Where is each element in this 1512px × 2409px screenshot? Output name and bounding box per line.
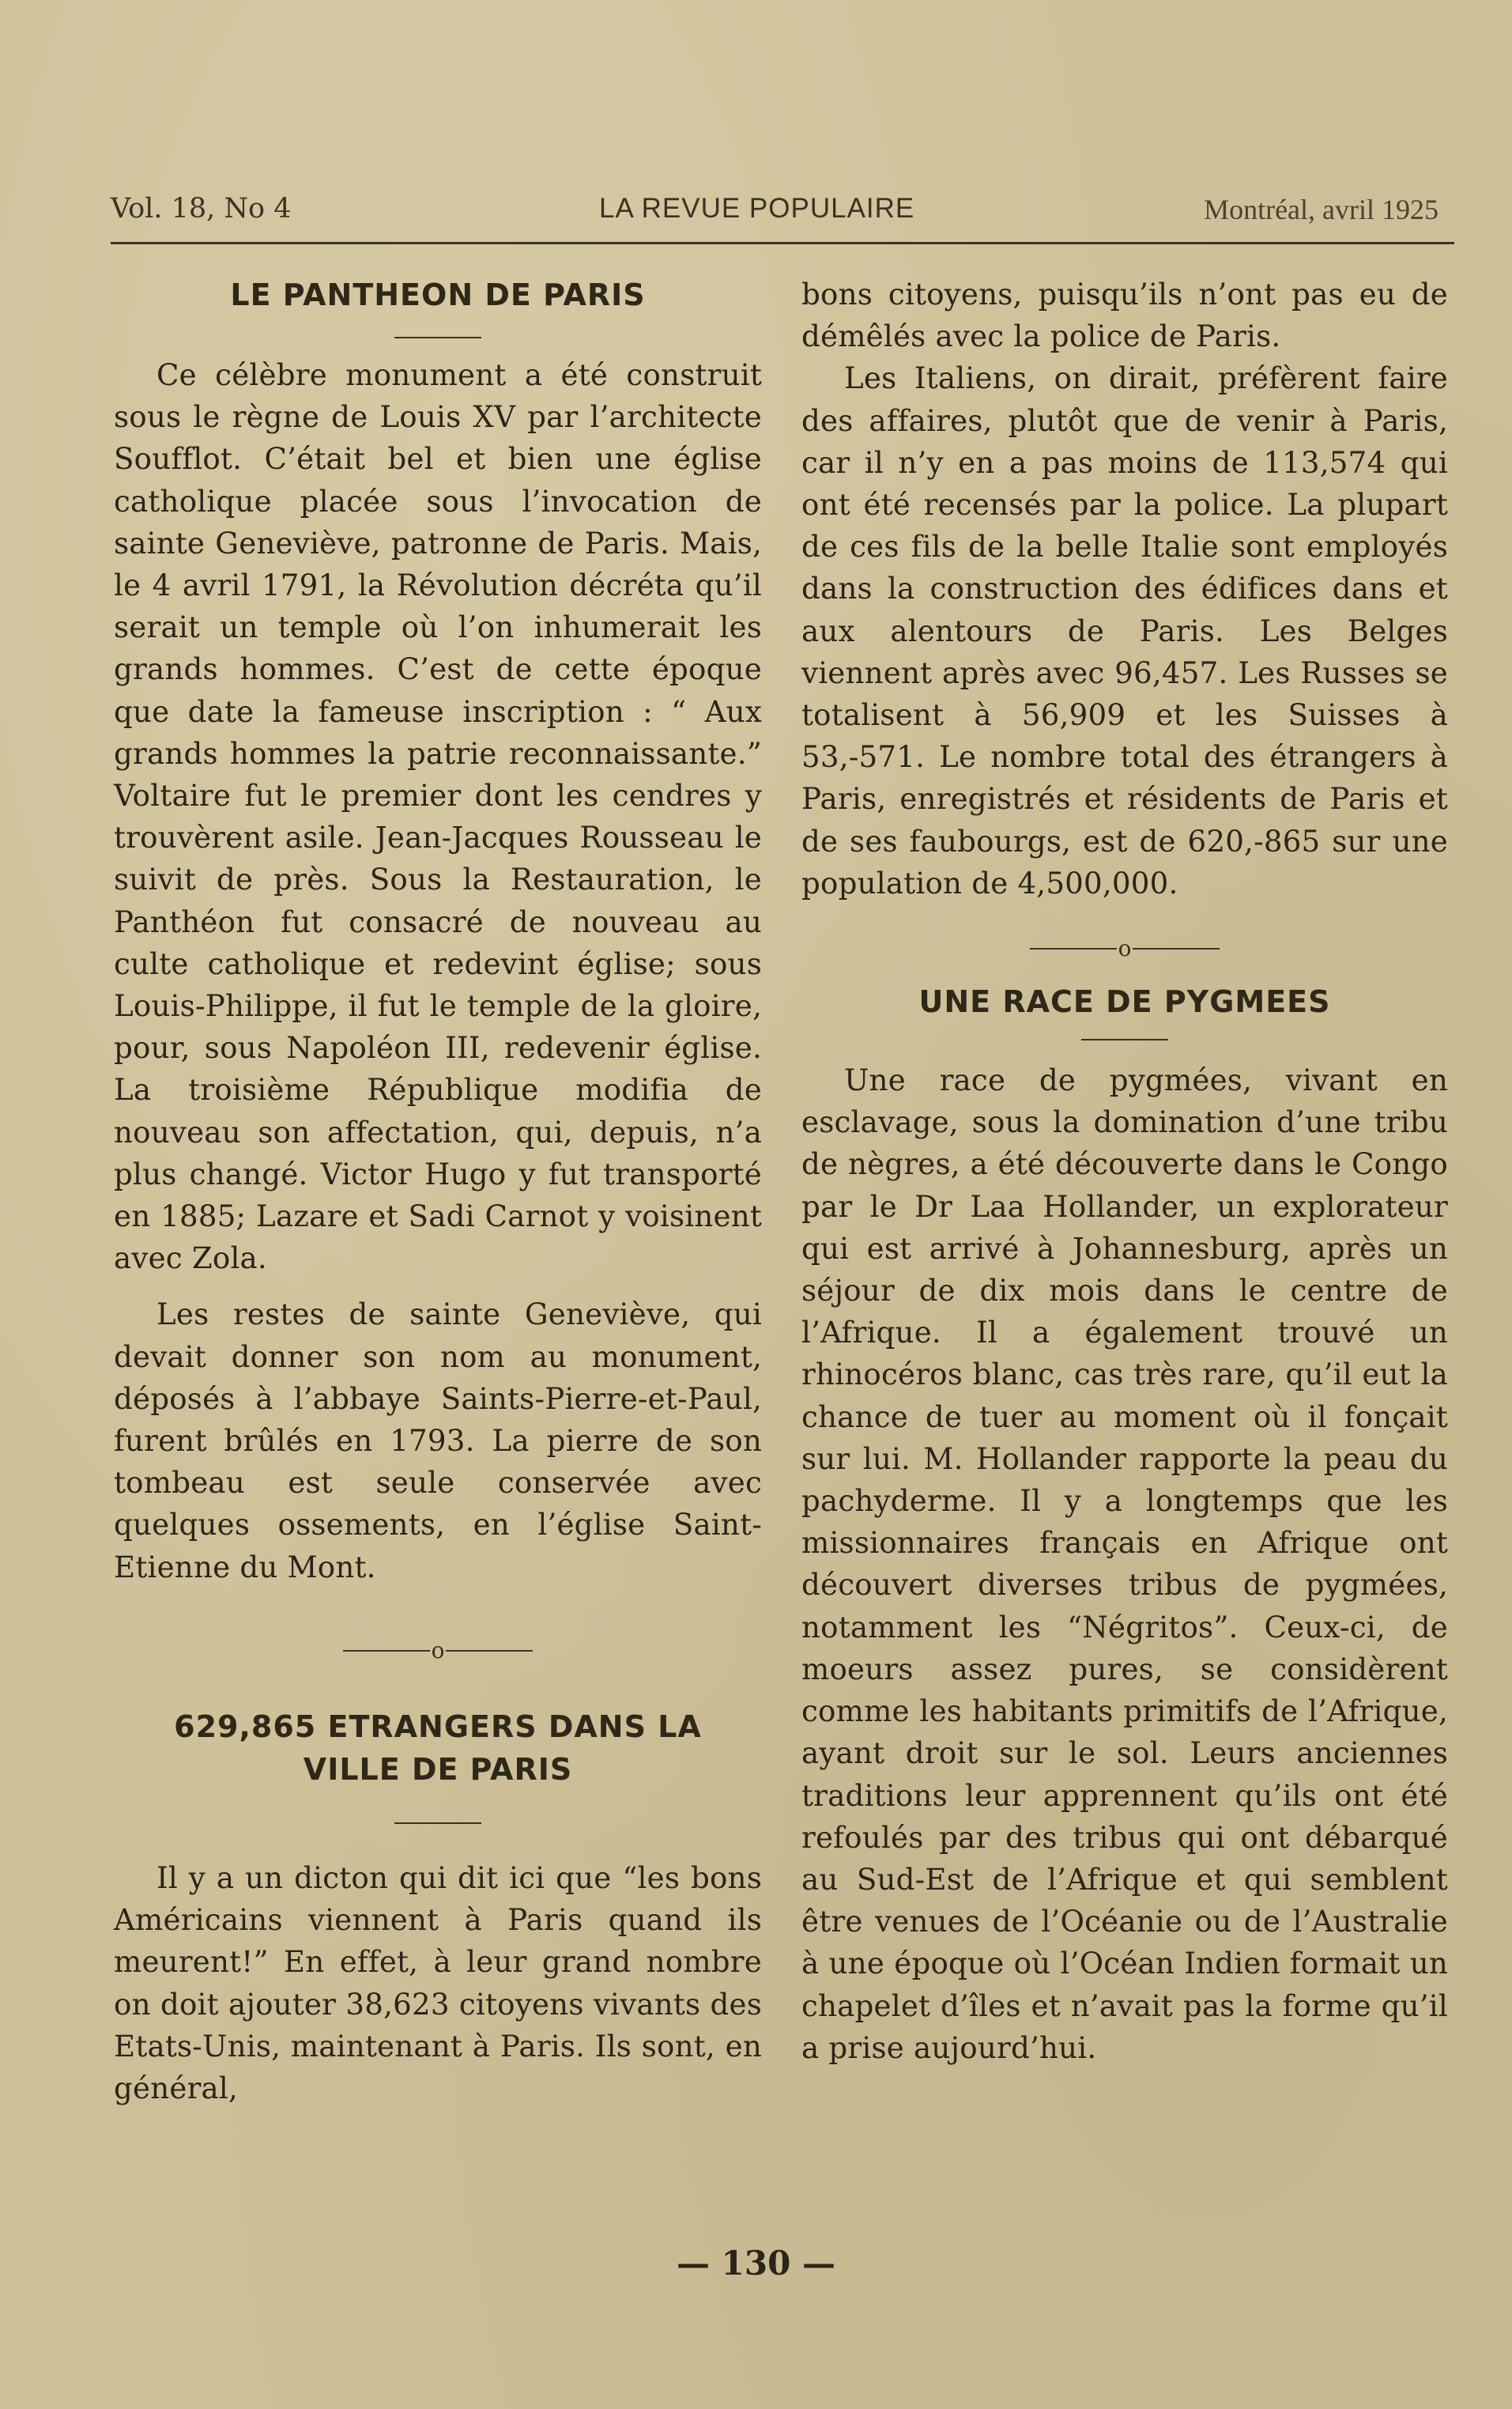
- header-rule: [111, 242, 1454, 244]
- section-separator: o: [801, 931, 1448, 963]
- article-title-etrangers-2: VILLE DE PARIS: [303, 1751, 573, 1787]
- page-number: — 130 —: [677, 2244, 835, 2283]
- paragraph-pantheon-2: Les restes de sainte Geneviève, qui devait donner son nom au monument, déposés à l’abbaye Saints-Pierre-et-Paul, furent brûlés en 1793. La pierre de son tombeau est seule conservée avec quelques ossements, en l’église Saint-Etienne du Mont.: [114, 1297, 762, 1584]
- article-title-pantheon: LE PANTHEON DE PARIS: [230, 278, 646, 312]
- left-column: [114, 274, 762, 2109]
- running-header: [111, 193, 1454, 228]
- section-separator: o: [114, 1634, 762, 1666]
- paragraph-etrangers-2: Les Italiens, on dirait, préfèrent faire des affaires, plutôt que de venir à Paris, car il n’y en a pas moins de 113,574 qui ont été recensés par la police. La plupart de ces fils de la belle Italie sont employés dans la construction des édifices dans et aux alentours de Paris. Les Belges viennent après avec 96,457. Les Russes se totalisent à 56,909 et les Suisses à 53,-571. Le nombre total des étrangers à Paris, enregistrés et résidents de Paris et de ses faubourgs, est de 620,-865 sur une population de 4,500,000.: [801, 361, 1448, 901]
- paragraph-pantheon-1: Ce célèbre monument a été construit sous le règne de Louis XV par l’architecte Soufflot. C’était bel et bien une église catholique placée sous l’invocation de sainte Geneviève, patronne de Paris. Mais, le 4 avril 1791, la Révolution décréta qu’il serait un temple où l’on inhumerait les grands hommes. C’est de cette époque que date la fameuse inscription : “ Aux grands hommes la patrie reconnaissante.” Voltaire fut le premier dont les cendres y trouvèrent asile. Jean-Jacques Rousseau le suivit de près. Sous la Restauration, le Panthéon fut consacré de nouveau au culte catholique et redevint église; sous Louis-Philippe, il fut le temple de la gloire, pour, sous Napoléon III, redevenir église. La troisième République modifia de nouveau son affectation, qui, depuis, n’a plus changé. Victor Hugo y fut transporté en 1885; Lazare et Sadi Carnot y voisinent avec Zola.: [114, 357, 762, 1276]
- issue-date: Montréal, avril 1925: [1204, 194, 1438, 225]
- paragraph-etrangers-continued: bons citoyens, puisqu’ils n’ont pas eu de démêlés avec la police de Paris.: [801, 277, 1448, 354]
- article-title-etrangers-1: 629,865 ETRANGERS DANS LA: [174, 1709, 702, 1744]
- paragraph-pygmees: Une race de pygmées, vivant en esclavage, sous la domination d’une tribu de nègres, a été découverte dans le Congo par le Dr Laa Hollander, un explorateur qui est arrivé à Johannesburg, après un séjour de dix mois dans le centre de l’Afrique. Il a également trouvé un rhinocéros blanc, cas très rare, qu’il eut la chance de tuer au moment où il fonçait sur lui. M. Hollander rapporte la peau du pachyderme. Il y a longtemps que les missionnaires français en Afrique ont découvert diverses tribus de pygmées, notamment les “Négritos”. Ceux-ci, de moeurs assez pures, se considèrent comme les habitants primitifs de l’Afrique, ayant droit sur le sol. Leurs anciennes traditions leur apprennent qu’ils ont été refoulés par des tribus qui ont débarqué au Sud-Est de l’Afrique et qui semblent être venues de l’Océanie ou de l’Australie à une époque où l’Océan Indien formait un chapelet d’îles et n’avait pas la forme qu’il a prise aujourd’hui.: [801, 1063, 1448, 2065]
- volume-number: Vol. 18, No 4: [111, 193, 292, 225]
- right-column: [801, 274, 1448, 2069]
- article-title-pygmees: UNE RACE DE PYGMEES: [918, 984, 1331, 1020]
- magazine-title: LA REVUE POPULAIRE: [599, 193, 915, 224]
- paragraph-etrangers-1: Il y a un dicton qui dit ici que “les bons Américains viennent à Paris quand ils meurent!” En effet, à leur grand nombre on doit ajouter 38,623 citoyens vivants des Etats-Unis, maintenant à Paris. Ils sont, en général,: [114, 1860, 762, 2105]
